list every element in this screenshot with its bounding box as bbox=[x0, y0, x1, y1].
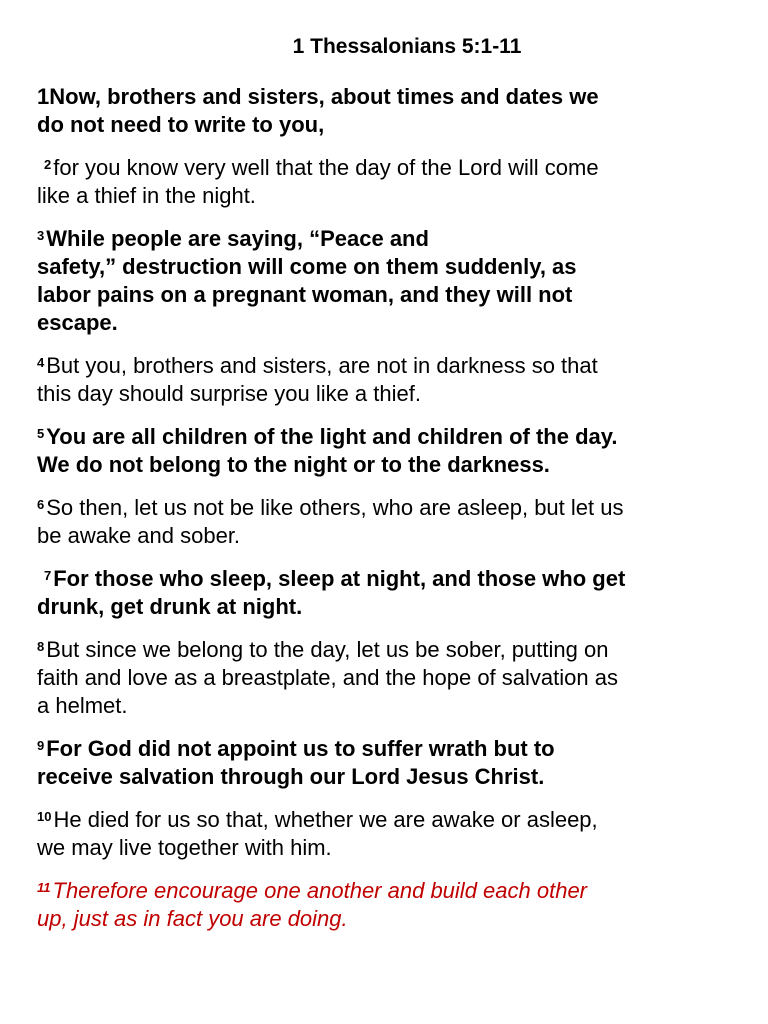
document-page bbox=[37, 33, 737, 948]
verse-number: 2 bbox=[44, 157, 52, 172]
verse-text-line: do not need to write to you, bbox=[37, 112, 325, 137]
verse-text-line: But you, brothers and sisters, are not in darkness so that bbox=[46, 353, 598, 378]
verse-text-line: we may live together with him. bbox=[37, 835, 332, 860]
verse-text-line: So then, let us not be like others, who are asleep, but let us bbox=[46, 495, 624, 520]
verse-7 bbox=[37, 565, 737, 621]
verse-4 bbox=[37, 352, 737, 408]
verse-text-line: We do not belong to the night or to the darkness. bbox=[37, 452, 550, 477]
verse-number: 5 bbox=[37, 426, 45, 441]
verse-number: 1 bbox=[37, 84, 50, 109]
verse-text-line: a helmet. bbox=[37, 693, 128, 718]
verse-text-line: for you know very well that the day of the Lord will come bbox=[53, 155, 599, 180]
verse-text-line: this day should surprise you like a thief. bbox=[37, 381, 421, 406]
verse-10 bbox=[37, 806, 737, 862]
verse-number: 11 bbox=[37, 880, 51, 895]
verse-text-line: be awake and sober. bbox=[37, 523, 241, 548]
verse-number: 7 bbox=[44, 568, 52, 583]
verse-text-line: Therefore encourage one another and build each other bbox=[52, 878, 587, 903]
verse-text-line: For those who sleep, sleep at night, and those who get bbox=[53, 566, 626, 591]
verse-number: 10 bbox=[37, 809, 52, 824]
verse-text-line: labor pains on a pregnant woman, and they will not bbox=[37, 282, 573, 307]
verse-9 bbox=[37, 735, 737, 791]
verse-text-line: While people are saying, “Peace and bbox=[46, 226, 429, 251]
verse-number: 3 bbox=[37, 228, 45, 243]
verse-6 bbox=[37, 494, 737, 550]
verse-text-line: up, just as in fact you are doing. bbox=[37, 906, 348, 931]
verse-5 bbox=[37, 423, 737, 479]
verse-text-line: drunk, get drunk at night. bbox=[37, 594, 303, 619]
verse-text-line: receive salvation through our Lord Jesus Christ. bbox=[37, 764, 545, 789]
verse-8 bbox=[37, 636, 737, 720]
verse-text-line: like a thief in the night. bbox=[37, 183, 256, 208]
verse-text-line: For God did not appoint us to suffer wrath but to bbox=[46, 736, 555, 761]
verse-text-line: You are all children of the light and children of the day. bbox=[46, 424, 618, 449]
page-title: 1 Thessalonians 5:1-11 bbox=[292, 35, 522, 58]
verse-number: 4 bbox=[37, 355, 45, 370]
verse-text-line: faith and love as a breastplate, and the hope of salvation as bbox=[37, 665, 618, 690]
verse-text-line: Now, brothers and sisters, about times and dates we bbox=[49, 84, 599, 109]
verse-number: 8 bbox=[37, 639, 45, 654]
verse-number: 6 bbox=[37, 497, 45, 512]
verse-text-line: But since we belong to the day, let us be sober, putting on bbox=[46, 637, 609, 662]
verse-text-line: He died for us so that, whether we are awake or asleep, bbox=[53, 807, 598, 832]
verse-11 bbox=[37, 877, 737, 933]
verse-2 bbox=[37, 154, 737, 210]
verse-text-line: escape. bbox=[37, 310, 118, 335]
verse-3 bbox=[37, 225, 737, 337]
verse-text-line: safety,” destruction will come on them suddenly, as bbox=[37, 254, 577, 279]
verse-number: 9 bbox=[37, 738, 45, 753]
verse-1 bbox=[37, 83, 737, 139]
